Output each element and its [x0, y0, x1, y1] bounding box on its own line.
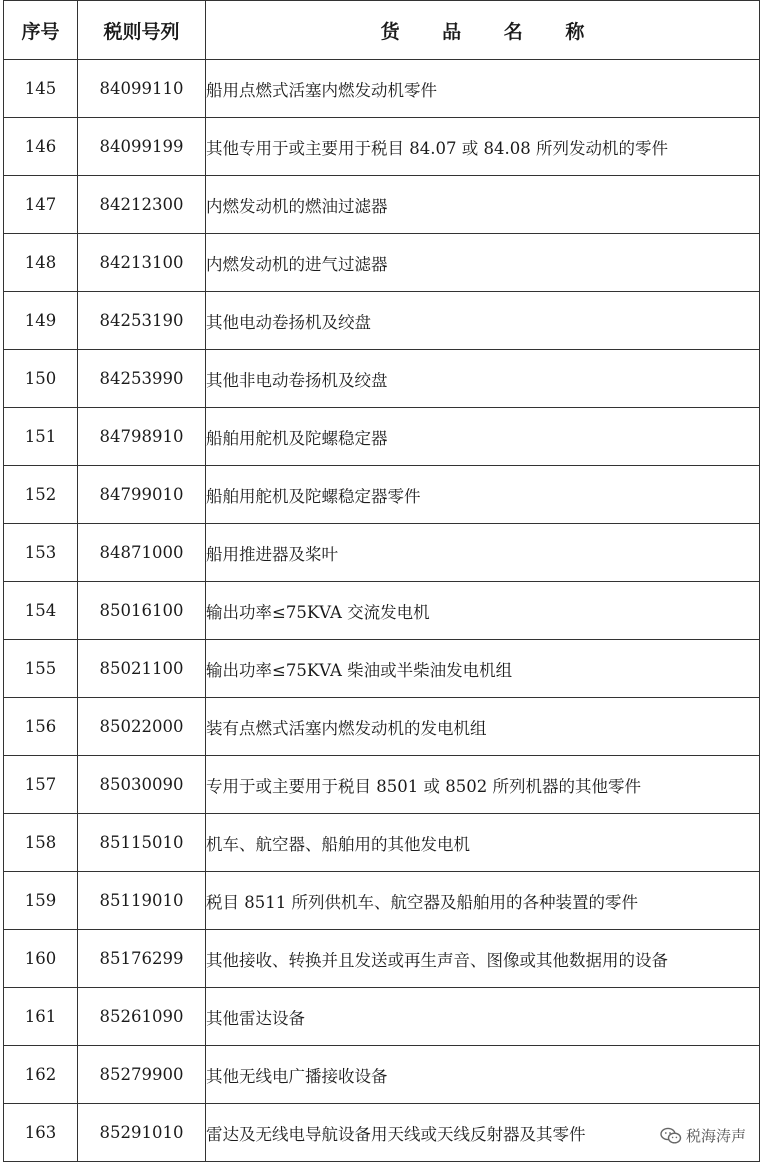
row-code: 85261090	[78, 988, 206, 1046]
row-seq: 150	[4, 350, 78, 408]
row-name: 雷达及无线电导航设备用天线或天线反射器及其零件	[206, 1104, 760, 1162]
row-code: 84099199	[78, 118, 206, 176]
row-seq: 153	[4, 524, 78, 582]
table-row	[4, 176, 760, 234]
table-row	[4, 350, 760, 408]
wechat-icon	[660, 1127, 682, 1145]
row-seq: 159	[4, 872, 78, 930]
table-row	[4, 292, 760, 350]
row-name: 船舶用舵机及陀螺稳定器零件	[206, 466, 760, 524]
row-code: 85016100	[78, 582, 206, 640]
row-seq: 156	[4, 698, 78, 756]
row-code: 84253190	[78, 292, 206, 350]
row-code: 84798910	[78, 408, 206, 466]
row-code: 84871000	[78, 524, 206, 582]
header-code: 税则号列	[78, 1, 206, 60]
row-name: 输出功率≤75KVA 柴油或半柴油发电机组	[206, 640, 760, 698]
table-header	[4, 1, 760, 60]
row-name: 内燃发动机的进气过滤器	[206, 234, 760, 292]
watermark	[656, 1123, 750, 1148]
row-seq: 161	[4, 988, 78, 1046]
row-seq: 163	[4, 1104, 78, 1162]
table-row	[4, 930, 760, 988]
row-code: 84099110	[78, 60, 206, 118]
row-seq: 154	[4, 582, 78, 640]
table-row	[4, 582, 760, 640]
row-name: 其他专用于或主要用于税目 84.07 或 84.08 所列发动机的零件	[206, 118, 760, 176]
row-code: 84799010	[78, 466, 206, 524]
table-row	[4, 60, 760, 118]
table-body	[4, 60, 760, 1162]
row-seq: 162	[4, 1046, 78, 1104]
row-name: 输出功率≤75KVA 交流发电机	[206, 582, 760, 640]
header-seq: 序号	[4, 1, 78, 60]
row-name: 其他无线电广播接收设备	[206, 1046, 760, 1104]
row-code: 85115010	[78, 814, 206, 872]
row-name: 装有点燃式活塞内燃发动机的发电机组	[206, 698, 760, 756]
row-name: 税目 8511 所列供机车、航空器及船舶用的各种装置的零件	[206, 872, 760, 930]
row-code: 85021100	[78, 640, 206, 698]
table-row	[4, 814, 760, 872]
watermark-text: 税海涛声	[685, 1127, 746, 1145]
table-row	[4, 118, 760, 176]
table-row	[4, 524, 760, 582]
row-seq: 151	[4, 408, 78, 466]
table-row	[4, 466, 760, 524]
table-row	[4, 756, 760, 814]
row-code: 85176299	[78, 930, 206, 988]
row-name: 机车、航空器、船舶用的其他发电机	[206, 814, 760, 872]
table-row	[4, 988, 760, 1046]
row-name: 内燃发动机的燃油过滤器	[206, 176, 760, 234]
row-code: 85030090	[78, 756, 206, 814]
row-seq: 152	[4, 466, 78, 524]
table-row	[4, 640, 760, 698]
row-seq: 160	[4, 930, 78, 988]
row-seq: 158	[4, 814, 78, 872]
row-name: 其他电动卷扬机及绞盘	[206, 292, 760, 350]
row-name: 其他非电动卷扬机及绞盘	[206, 350, 760, 408]
row-seq: 157	[4, 756, 78, 814]
row-name: 船用推进器及桨叶	[206, 524, 760, 582]
table-row	[4, 234, 760, 292]
table-row	[4, 408, 760, 466]
row-name: 其他雷达设备	[206, 988, 760, 1046]
header-name: 货 品 名 称	[206, 1, 760, 60]
table-row	[4, 1046, 760, 1104]
row-seq: 155	[4, 640, 78, 698]
row-name: 船用点燃式活塞内燃发动机零件	[206, 60, 760, 118]
table-row	[4, 872, 760, 930]
row-seq: 145	[4, 60, 78, 118]
row-code: 84213100	[78, 234, 206, 292]
row-code: 85279900	[78, 1046, 206, 1104]
table-row	[4, 698, 760, 756]
tariff-table	[3, 0, 760, 1162]
row-code: 84212300	[78, 176, 206, 234]
row-name: 船舶用舵机及陀螺稳定器	[206, 408, 760, 466]
row-seq: 146	[4, 118, 78, 176]
row-code: 84253990	[78, 350, 206, 408]
row-seq: 148	[4, 234, 78, 292]
row-code: 85119010	[78, 872, 206, 930]
row-seq: 147	[4, 176, 78, 234]
row-name: 其他接收、转换并且发送或再生声音、图像或其他数据用的设备	[206, 930, 760, 988]
table-row	[4, 1104, 760, 1162]
header-row	[4, 1, 760, 60]
row-code: 85022000	[78, 698, 206, 756]
row-name: 专用于或主要用于税目 8501 或 8502 所列机器的其他零件	[206, 756, 760, 814]
row-code: 85291010	[78, 1104, 206, 1162]
row-seq: 149	[4, 292, 78, 350]
